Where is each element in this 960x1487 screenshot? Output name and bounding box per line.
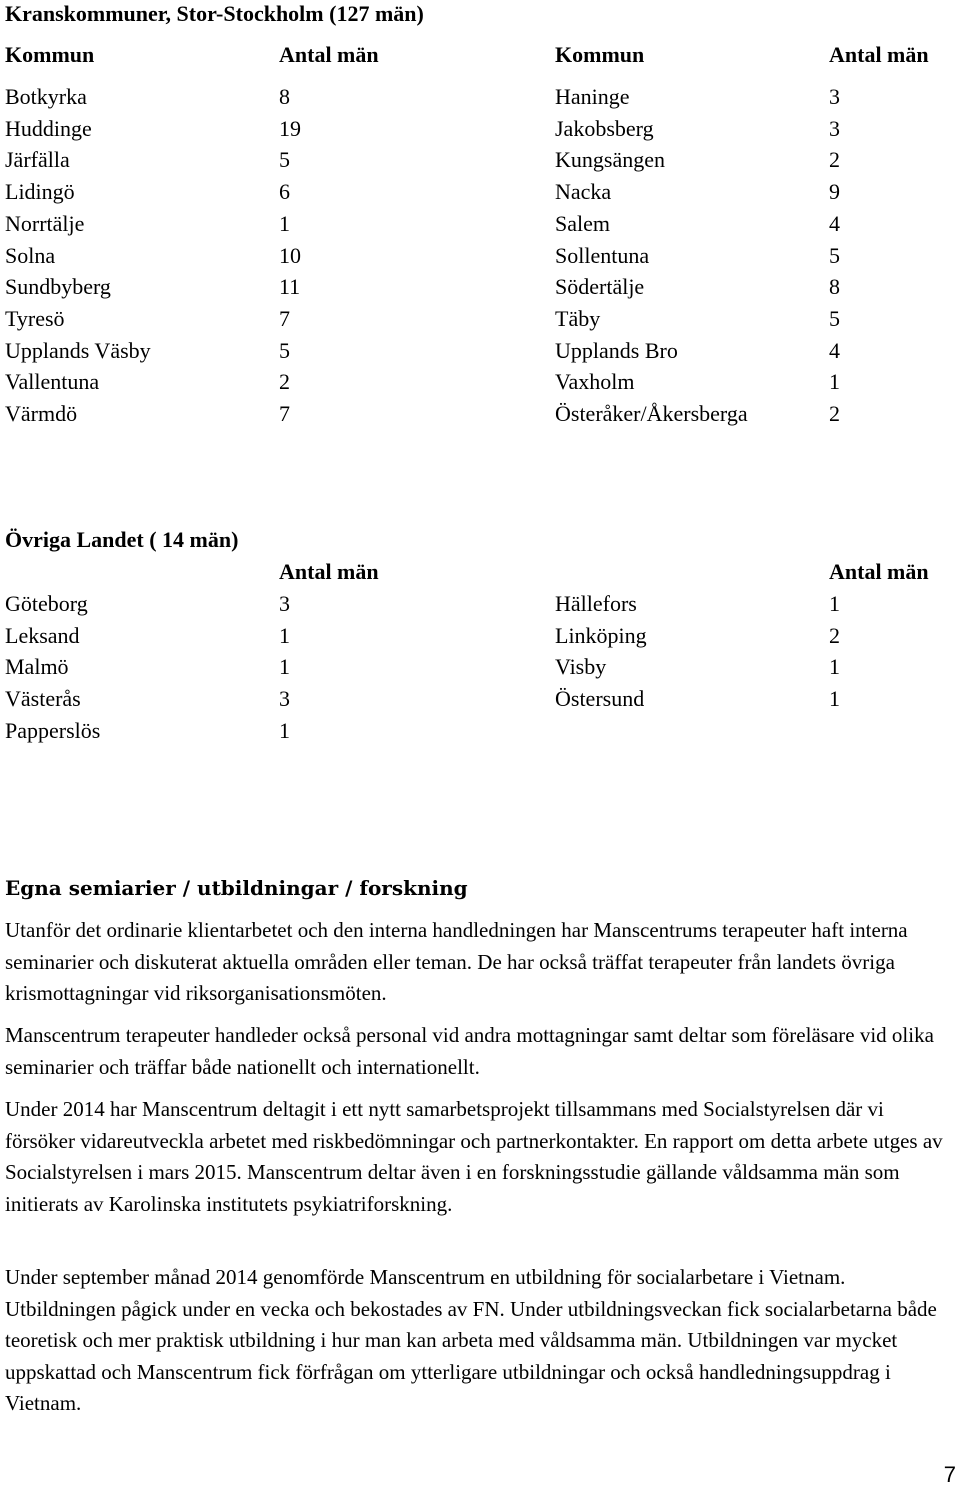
landet-row-left-count: 1	[279, 654, 290, 680]
kommun-row-right-name: Haninge	[555, 84, 630, 109]
kommun-row-left-name: Solna	[5, 242, 56, 268]
header-kommun-left: Kommun	[5, 42, 95, 67]
kommun-row-left-name: Norrtälje	[5, 210, 85, 236]
kommun-row-left-name: Upplands Väsby	[5, 337, 151, 363]
section2-header-antal-left: Antal män	[279, 559, 379, 584]
kommun-row-left-count: 1	[279, 210, 290, 236]
kommun-row-right-count: 2	[829, 147, 840, 173]
paragraph-2: Manscentrum terapeuter handleder också personal vid andra mottagningar samt deltar som föreläsare vid olika seminarier och träffar både nationellt och internationellt.	[5, 1023, 934, 1079]
paragraph-4: Under september månad 2014 genomförde Manscentrum en utbildning för socialarbetare i Vietnam. Utbildningen pågick under en vecka och bekostades av FN. Under utbildningsveckan fick socialarbetarna både teoretisk och mer praktisk utbildning i hur man kan arbeta med våldsamma män. Utbildningen var mycket uppskattad och Manscentrum fick förfrågan om ytterligare utbildningar och också handledningsuppdrag i Vietnam.	[5, 1265, 937, 1416]
kommun-row-right-count: 5	[829, 242, 840, 268]
kommun-row-left-count: 8	[279, 84, 290, 109]
kommun-row-left-count: 19	[279, 115, 301, 141]
landet-row-left-name: Göteborg	[5, 591, 88, 616]
kommun-row-left-name: Botkyrka	[5, 84, 87, 109]
kommun-row-right-name: Salem	[555, 210, 610, 236]
kommun-row-left-name: Tyresö	[5, 305, 65, 331]
kommun-row-left-name: Lidingö	[5, 179, 75, 205]
paragraph-1: Utanför det ordinarie klientarbetet och den interna handledningen har Manscentrums terapeuter haft interna seminarier och diskuterat aktuella områden eller teman. De har också träffat terapeuter från landets övriga krismottagningar vid riksorganisationsmöten.	[5, 918, 908, 1006]
landet-row-left-name: Malmö	[5, 654, 69, 680]
kommun-row-right-count: 4	[829, 210, 840, 236]
kommun-row-left-name: Sundbyberg	[5, 274, 111, 300]
kommun-row-left-count: 6	[279, 179, 290, 205]
kommun-row-right-count: 1	[829, 369, 840, 395]
kommun-row-left-count: 10	[279, 242, 301, 268]
kommun-row-right-name: Södertälje	[555, 274, 645, 300]
landet-row-right-name: Visby	[555, 654, 607, 680]
kommun-row-left-name: Huddinge	[5, 115, 92, 141]
paragraph-3: Under 2014 har Manscentrum deltagit i ett nytt samarbetsprojekt tillsammans med Socialstyrelsen där vi försöker vidareutveckla arbetet med riskbedömningar och partnerkontakter. En rapport om detta arbete utges av Socialstyrelsen i mars 2015. Manscentrum deltar även i en forskningsstudie gällande våldsamma män som initierats av Karolinska institutets psykiatriforskning.	[5, 1097, 943, 1216]
kommun-row-left-count: 7	[279, 401, 290, 426]
kommun-row-left-count: 11	[279, 274, 301, 300]
landet-row-right-count: 2	[829, 622, 840, 648]
kommun-row-left-count: 5	[279, 147, 290, 173]
kommun-row-right-count: 5	[829, 305, 840, 331]
header-antal-right: Antal män	[829, 42, 929, 67]
kommun-row-right-count: 2	[829, 401, 840, 426]
section1-title: Kranskommuner, Stor-Stockholm (127 män)	[5, 1, 424, 26]
landet-row-right-count: 1	[829, 686, 840, 712]
kommun-row-right-count: 8	[829, 274, 840, 300]
header-kommun-right: Kommun	[555, 42, 645, 67]
kommun-row-right-name: Nacka	[555, 179, 612, 205]
kommun-row-right-name: Upplands Bro	[555, 337, 678, 363]
kommun-row-left-count: 2	[279, 369, 290, 395]
landet-row-left-name: Leksand	[5, 622, 80, 648]
kommun-row-right-name: Kungsängen	[555, 147, 665, 173]
landet-row-right-name: Hällefors	[555, 591, 637, 616]
kommun-row-left-count: 7	[279, 305, 290, 331]
landet-row-left-count: 3	[279, 591, 290, 616]
kommun-row-right-name: Jakobsberg	[555, 115, 654, 141]
landet-row-left-name: Västerås	[5, 686, 81, 712]
kommun-row-right-count: 9	[829, 179, 840, 205]
kommun-row-left-name: Järfälla	[5, 147, 70, 173]
kommun-row-right-name: Österåker/Åkersberga	[555, 401, 748, 426]
kommun-row-right-count: 3	[829, 84, 840, 109]
kommun-row-left-name: Värmdö	[5, 401, 78, 426]
kommun-row-right-name: Sollentuna	[555, 242, 650, 268]
landet-row-left-count: 3	[279, 686, 290, 712]
kommun-row-right-count: 4	[829, 337, 840, 363]
landet-row-right-count: 1	[829, 591, 840, 616]
section3-heading: Egna semiarier / utbildningar / forskning	[5, 876, 468, 900]
kommun-row-right-count: 3	[829, 115, 840, 141]
kommun-row-right-name: Täby	[555, 305, 601, 331]
kommun-row-right-name: Vaxholm	[555, 369, 635, 395]
section2-title: Övriga Landet ( 14 män)	[5, 527, 239, 552]
section2-header-antal-right: Antal män	[829, 559, 929, 584]
landet-row-left-name: Papperslös	[5, 717, 101, 743]
landet-row-right-name: Östersund	[555, 686, 645, 712]
landet-row-left-count: 1	[279, 717, 290, 743]
landet-row-left-count: 1	[279, 622, 290, 648]
landet-row-right-name: Linköping	[555, 622, 647, 648]
kommun-row-left-count: 5	[279, 337, 290, 363]
kommun-row-left-name: Vallentuna	[5, 369, 100, 395]
page-number: 7	[943, 1462, 956, 1487]
landet-row-right-count: 1	[829, 654, 840, 680]
header-antal-left: Antal män	[279, 42, 379, 67]
